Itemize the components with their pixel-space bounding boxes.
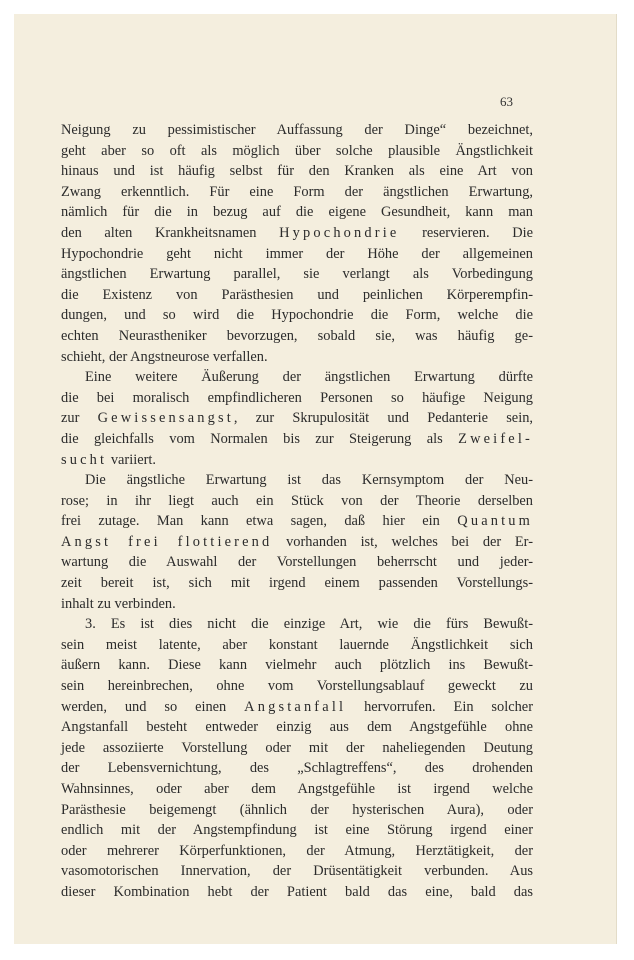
text-line: Parästhesie beigemengt (ähnlich der hysterischen Aura), oder [61,801,533,818]
text-line: dieser Kombination hebt der Patient bald das eine, bald das [61,883,533,900]
text-line [61,223,533,244]
book-page [14,14,617,944]
text-line: der Lebensvernichtung, des „Schlagtreffens“, des drohenden [61,760,533,777]
text-line [61,450,533,471]
text-run: hervorrufen. Ein solcher [346,698,533,715]
text-run: die gleichfalls vom Normalen bis zur Steigerung als [61,430,459,447]
text-line: Neigung zu pessimistischer Auffassung der Dinge“ bezeichnet, [61,122,533,138]
text-line: Zwang erkenntlich. Für eine Form der ängstlichen Erwartung, [61,183,533,200]
text-run: werden, und so einen [61,698,245,715]
spaced-emphasis: Gewissensangst [97,410,234,427]
text-run: reservieren. Die [399,224,533,241]
text-line: ängstlichen Erwartung parallel, sie verlangt als Vorbedingung [61,266,533,283]
text-line [61,532,533,553]
text-line [61,429,533,450]
spaced-emphasis: Angst frei flottierend [61,533,273,550]
text-line: die bei moralisch empfindlicheren Personen so häufige Neigung [61,389,533,406]
page-number: 63 [500,94,513,109]
text-line: zeit bereit ist, sich mit irgend einem passenden Vorstellungs- [61,575,533,592]
text-line: Die ängstliche Erwartung ist das Kernsymptom der Neu- [85,472,533,489]
text-line: schieht, der Angstneurose verfallen. [61,348,268,365]
text-line: äußern kann. Diese kann vielmehr auch plötzlich ins Bewußt- [61,657,533,674]
spaced-emphasis: Quantum [457,513,533,530]
text-line: rose; in ihr liegt auch ein Stück von der Theorie derselben [61,492,533,509]
text-line: Eine weitere Äußerung der ängstlichen Erwartung dürfte [85,369,533,386]
spaced-emphasis: Hypochondrie [279,224,400,241]
text-line: oder mehrerer Körperfunktionen, der Atmung, Herztätigkeit, der [61,842,533,859]
text-line: endlich mit der Angstempfindung ist eine Störung irgend einer [61,822,533,839]
text-line: Angstanfall besteht entweder einzig aus dem Angstgefühle ohne [61,719,533,736]
text-line: wartung die Auswahl der Vorstellungen beherrscht und jeder- [61,554,533,571]
text-line: echten Neurastheniker bevorzugen, sobald sie, was häufig ge- [61,327,533,344]
text-line: geht aber so oft als möglich über solche plausible Ängstlichkeit [61,142,533,159]
text-line: sein hereinbrechen, ohne vom Vorstellungsablauf geweckt zu [61,678,533,695]
spaced-emphasis: Angstanfall [244,698,347,715]
text-line: hinaus und ist häufig selbst für den Kranken als eine Art von [61,163,533,180]
text-line: Hypochondrie geht nicht immer der Höhe der allgemeinen [61,245,533,262]
spaced-emphasis: sucht [61,451,108,468]
text-line: Wahnsinnes, oder aber dem Angstgefühle ist irgend welche [61,781,533,797]
text-line: vasomotorischen Innervation, der Drüsentätigkeit verbunden. Aus [61,863,533,880]
text-run: zur [61,410,98,427]
text-line: die Existenz von Parästhesien und peinlichen Körperempfin- [61,286,533,303]
text-line: nämlich für die in bezug auf die eigene Gesundheit, kann man [61,204,533,221]
text-line: inhalt zu verbinden. [61,595,176,612]
text-run: den alten Krankheitsnamen [61,224,280,241]
text-line [61,697,533,718]
text-run: variiert. [107,451,156,468]
text-line [61,511,533,532]
text-line [61,408,533,429]
text-line: dungen, und so wird die Hypochondrie die Form, welche die [61,307,533,324]
spaced-emphasis: Zweifel- [458,430,533,447]
text-line: jede assoziierte Vorstellung oder mit der naheliegenden Deutung [61,739,533,756]
text-line: 3. Es ist dies nicht die einzige Art, wie die fürs Bewußt- [85,616,533,633]
body-text [61,120,533,903]
text-run: vorhanden ist, welches bei der Er- [272,533,533,550]
text-run: , zur Skrupulosität und Pedanterie sein, [233,410,533,427]
text-line: sein meist latente, aber konstant lauernde Ängstlichkeit sich [61,636,533,653]
text-run: frei zutage. Man kann etwa sagen, daß hier ein [61,513,458,530]
